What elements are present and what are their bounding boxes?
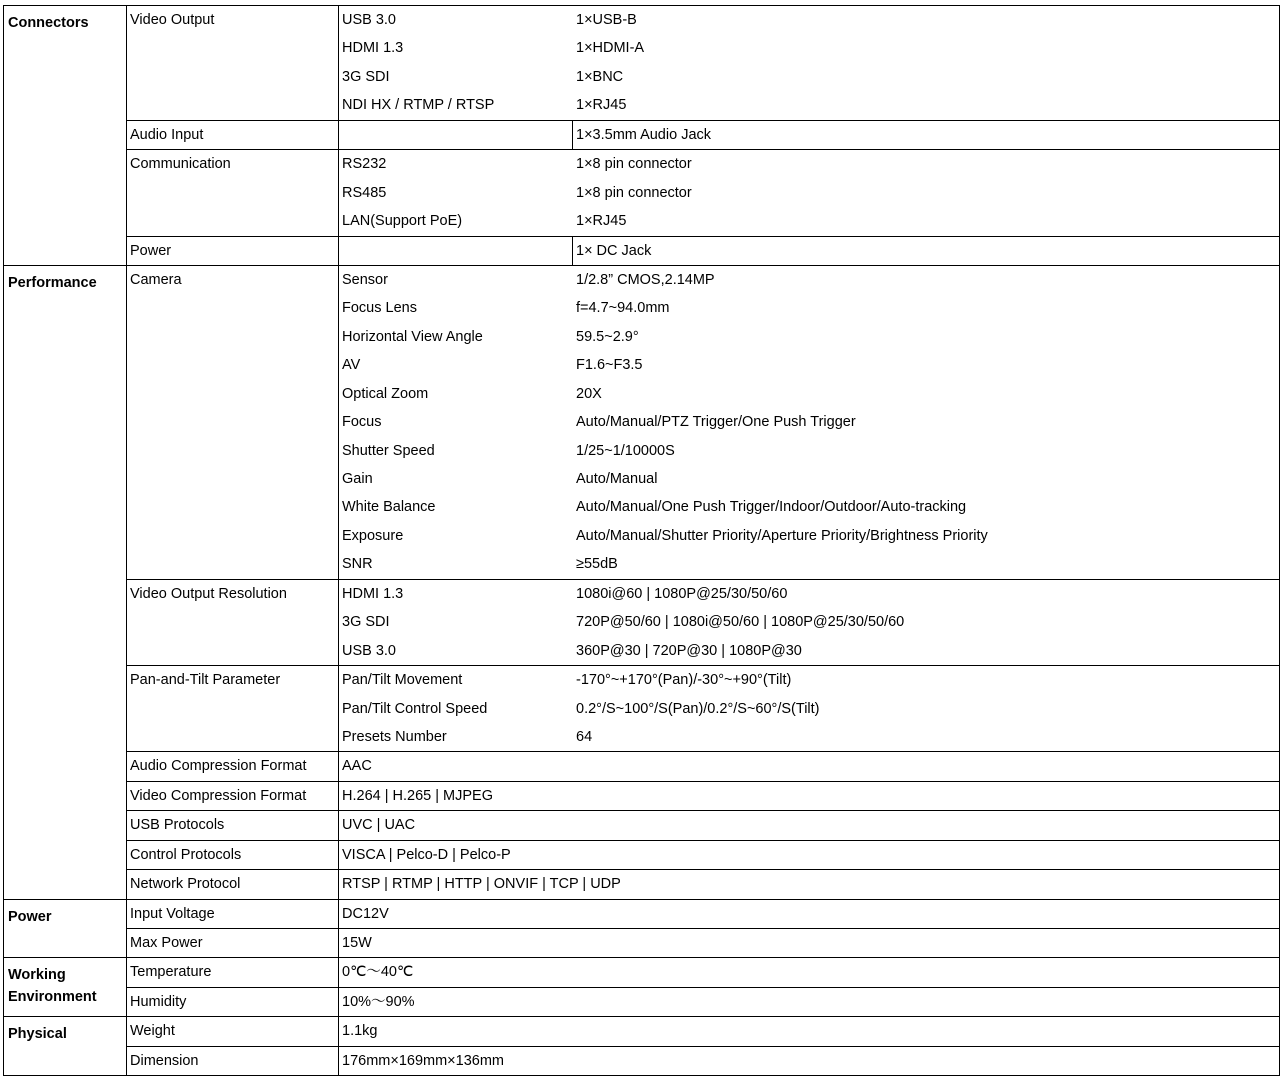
group-label: Power (130, 242, 172, 259)
spec-value: 1.1kg (342, 1023, 378, 1040)
spec-key: SNR (342, 556, 373, 573)
spec-values (339, 265, 1280, 579)
spec-key: 3G SDI (342, 68, 390, 85)
spec-key: Gain (342, 471, 373, 487)
spec-line (339, 237, 1279, 265)
group-audio-compression-format (127, 752, 339, 781)
spec-line (339, 465, 1279, 493)
group-label: Temperature (130, 964, 212, 981)
spec-row (4, 1017, 1280, 1046)
group-label: Dimension (130, 1052, 199, 1069)
spec-row (4, 899, 1280, 928)
spec-line (339, 121, 1279, 149)
spec-row (4, 120, 1280, 149)
spec-key (339, 237, 573, 265)
group-label: Video Output Resolution (130, 585, 287, 602)
spec-row (4, 265, 1280, 579)
group-label: Humidity (130, 993, 187, 1010)
spec-key: LAN(Support PoE) (342, 213, 463, 230)
spec-values (339, 870, 1280, 899)
spec-values (339, 579, 1280, 665)
spec-line (339, 34, 1279, 62)
spec-value: 0.2°/S~100°/S(Pan)/0.2°/S~60°/S(Tilt) (576, 700, 820, 717)
spec-line (339, 522, 1279, 550)
spec-values (339, 150, 1280, 236)
spec-value: ≥55dB (576, 556, 618, 573)
spec-value: VISCA | Pelco-D | Pelco-P (342, 846, 511, 863)
spec-line (339, 723, 1279, 751)
spec-line (339, 351, 1279, 379)
spec-value: 1×BNC (576, 68, 624, 85)
spec-value: 1× DC Jack (576, 242, 652, 259)
spec-value: 15W (342, 935, 372, 951)
spec-key: Pan/Tilt Control Speed (342, 700, 488, 717)
group-video-output (127, 6, 339, 121)
spec-line (339, 437, 1279, 465)
group-video-compression-format (127, 781, 339, 810)
spec-key: Shutter Speed (342, 442, 435, 459)
spec-line (339, 266, 1279, 294)
spec-values (339, 899, 1280, 928)
spec-key (339, 121, 573, 149)
spec-value: 1/2.8” CMOS,2.14MP (576, 271, 715, 288)
spec-value: 720P@50/60 | 1080i@50/60 | 1080P@25/30/50/60 (576, 614, 905, 631)
spec-values (339, 236, 1280, 265)
group-label: Audio Input (130, 126, 204, 143)
spec-key: RS232 (342, 156, 387, 173)
spec-value: 1×RJ45 (576, 213, 627, 230)
spec-value: 20X (576, 385, 602, 402)
spec-value: H.264 | H.265 | MJPEG (342, 787, 493, 804)
spec-key: Exposure (342, 527, 404, 544)
group-label: Network Protocol (130, 876, 241, 893)
spec-value: 59.5~2.9° (576, 328, 639, 345)
spec-row (4, 929, 1280, 958)
spec-key: White Balance (342, 499, 436, 516)
spec-value: AAC (342, 758, 372, 775)
spec-row (4, 666, 1280, 752)
group-label: Input Voltage (130, 905, 215, 922)
spec-key: Horizontal View Angle (342, 328, 483, 345)
spec-key: AV (342, 357, 361, 374)
spec-value: DC12V (342, 905, 389, 922)
spec-row (4, 236, 1280, 265)
spec-value: 1×8 pin connector (576, 184, 692, 201)
spec-row (4, 6, 1280, 121)
spec-row (4, 579, 1280, 665)
spec-line (339, 207, 1279, 235)
spec-line (339, 150, 1279, 178)
spec-row (4, 752, 1280, 781)
spec-value: 64 (576, 728, 593, 745)
spec-line (339, 380, 1279, 408)
spec-key: Optical Zoom (342, 385, 429, 402)
group-max-power (127, 929, 339, 958)
spec-key: 3G SDI (342, 614, 390, 631)
spec-values (339, 6, 1280, 121)
group-dimension (127, 1046, 339, 1075)
group-label: Camera (130, 271, 182, 288)
spec-key: Sensor (342, 271, 388, 288)
spec-row (4, 150, 1280, 236)
spec-line (339, 179, 1279, 207)
spec-key: Pan/Tilt Movement (342, 672, 463, 689)
group-label: USB Protocols (130, 817, 225, 834)
category-connectors: Connectors (4, 6, 127, 266)
spec-value: 10%～90% (342, 993, 415, 1010)
group-video-output-resolution (127, 579, 339, 665)
group-camera (127, 265, 339, 579)
spec-line (339, 637, 1279, 665)
spec-value: 360P@30 | 720P@30 | 1080P@30 (576, 642, 802, 659)
group-pan-and-tilt-parameter (127, 666, 339, 752)
group-label: Communication (130, 156, 231, 173)
category-physical: Physical (4, 1017, 127, 1076)
spec-value: 1×RJ45 (576, 97, 627, 114)
spec-value: f=4.7~94.0mm (576, 300, 670, 317)
spec-key: HDMI 1.3 (342, 585, 404, 602)
spec-line (339, 608, 1279, 636)
category-performance: Performance (4, 265, 127, 899)
spec-values (339, 1017, 1280, 1046)
spec-key: Focus (342, 414, 382, 431)
spec-row (4, 870, 1280, 899)
spec-values (339, 781, 1280, 810)
category-power: Power (4, 899, 127, 958)
spec-line (339, 666, 1279, 694)
group-weight (127, 1017, 339, 1046)
spec-value: F1.6~F3.5 (576, 357, 643, 374)
spec-key: USB 3.0 (342, 12, 396, 28)
spec-value: 176mm×169mm×136mm (342, 1052, 504, 1069)
spec-line (339, 580, 1279, 608)
spec-key: HDMI 1.3 (342, 40, 404, 57)
spec-values (339, 120, 1280, 149)
category-working-environment: Working Environment (4, 958, 127, 1017)
group-label: Video Output (130, 12, 215, 28)
group-usb-protocols (127, 811, 339, 840)
spec-value: 0℃～40℃ (342, 964, 414, 981)
group-input-voltage (127, 899, 339, 928)
group-label: Control Protocols (130, 846, 242, 863)
spec-value: Auto/Manual/Shutter Priority/Aperture Priority/Brightness Priority (576, 527, 988, 544)
spec-row (4, 840, 1280, 869)
spec-row (4, 987, 1280, 1016)
group-humidity (127, 987, 339, 1016)
spec-value: 1×8 pin connector (576, 156, 692, 173)
spec-values (339, 840, 1280, 869)
spec-line (339, 294, 1279, 322)
spec-line (339, 6, 1279, 34)
spec-value: -170°~+170°(Pan)/-30°~+90°(Tilt) (576, 672, 792, 689)
spec-line (339, 493, 1279, 521)
spec-line (339, 695, 1279, 723)
spec-value: 1×USB-B (576, 12, 637, 28)
spec-key: USB 3.0 (342, 642, 396, 659)
group-control-protocols (127, 840, 339, 869)
spec-value: 1×HDMI-A (576, 40, 645, 57)
spec-values (339, 1046, 1280, 1075)
group-label: Pan-and-Tilt Parameter (130, 672, 281, 689)
spec-key: RS485 (342, 184, 387, 201)
spec-values (339, 958, 1280, 987)
spec-key: Focus Lens (342, 300, 417, 317)
spec-row (4, 811, 1280, 840)
group-label: Audio Compression Format (130, 758, 307, 775)
spec-value: UVC | UAC (342, 817, 416, 834)
spec-row (4, 781, 1280, 810)
group-network-protocol (127, 870, 339, 899)
group-audio-input (127, 120, 339, 149)
spec-key: Presets Number (342, 728, 447, 745)
group-label: Weight (130, 1023, 175, 1040)
spec-row (4, 1046, 1280, 1075)
group-temperature (127, 958, 339, 987)
group-communication (127, 150, 339, 236)
spec-value: 1/25~1/10000S (576, 442, 675, 459)
spec-value: Auto/Manual (576, 471, 658, 487)
spec-value: 1×3.5mm Audio Jack (576, 126, 712, 143)
spec-values (339, 811, 1280, 840)
spec-value: Auto/Manual/PTZ Trigger/One Push Trigger (576, 414, 856, 431)
spec-line (339, 550, 1279, 578)
spec-values (339, 987, 1280, 1016)
spec-values (339, 666, 1280, 752)
spec-line (339, 63, 1279, 91)
spec-value: RTSP | RTMP | HTTP | ONVIF | TCP | UDP (342, 876, 621, 893)
spec-table (3, 5, 1280, 1076)
spec-key: NDI HX / RTMP / RTSP (342, 97, 495, 114)
group-label: Video Compression Format (130, 787, 307, 804)
spec-value: Auto/Manual/One Push Trigger/Indoor/Outdoor/Auto-tracking (576, 499, 967, 516)
group-label: Max Power (130, 935, 203, 951)
spec-line (339, 91, 1279, 119)
spec-line (339, 323, 1279, 351)
spec-values (339, 929, 1280, 958)
spec-values (339, 752, 1280, 781)
spec-line (339, 408, 1279, 436)
spec-value: 1080i@60 | 1080P@25/30/50/60 (576, 585, 788, 602)
group-power (127, 236, 339, 265)
spec-row (4, 958, 1280, 987)
